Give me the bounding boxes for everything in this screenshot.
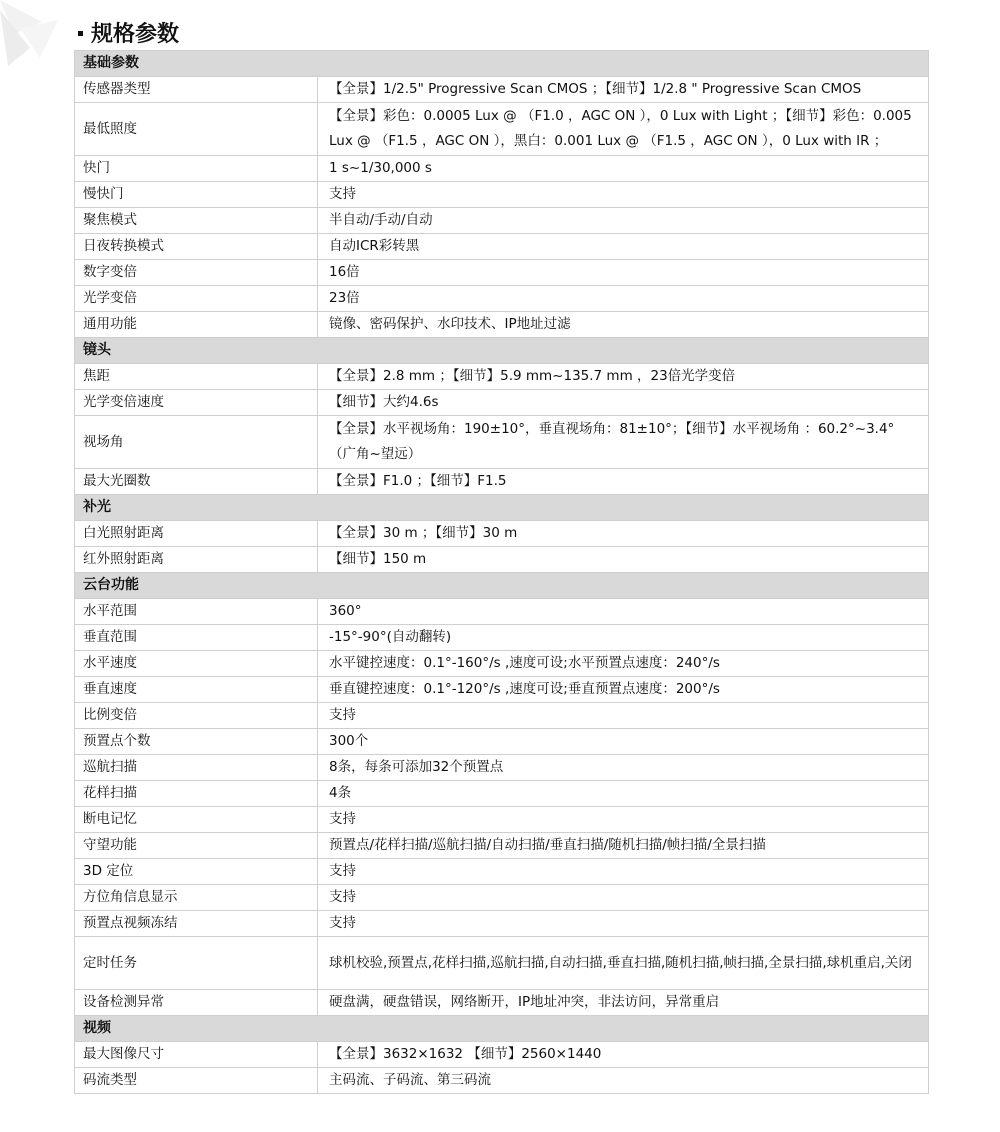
spec-label: 垂直速度 xyxy=(75,677,318,703)
spec-label: 红外照射距离 xyxy=(75,547,318,573)
spec-value: -15°-90°(自动翻转) xyxy=(318,625,929,651)
spec-label: 守望功能 xyxy=(75,833,318,859)
spec-value: 【全景】彩色：0.0005 Lux @ （F1.0 ，AGC ON ），0 Lux with Light ；【细节】彩色：0.005 Lux @ （F1.5 ，AGC ON ），黑白：0.001 Lux @ （F1.5 ，AGC ON ），0 Lux with IR ； xyxy=(318,103,929,156)
spec-label: 视场角 xyxy=(75,416,318,469)
spec-row xyxy=(75,703,929,729)
spec-label: 数字变倍 xyxy=(75,260,318,286)
spec-value: 300个 xyxy=(318,729,929,755)
spec-value: 【全景】F1.0 ；【细节】F1.5 xyxy=(318,469,929,495)
section-header: 补光 xyxy=(75,495,929,521)
spec-value: 支持 xyxy=(318,885,929,911)
spec-row xyxy=(75,234,929,260)
spec-value: 硬盘满，硬盘错误，网络断开，IP地址冲突，非法访问，异常重启 xyxy=(318,990,929,1016)
spec-label: 最大图像尺寸 xyxy=(75,1042,318,1068)
spec-value: 主码流、子码流、第三码流 xyxy=(318,1068,929,1094)
spec-row xyxy=(75,911,929,937)
spec-label: 方位角信息显示 xyxy=(75,885,318,911)
spec-row xyxy=(75,599,929,625)
spec-value: 16倍 xyxy=(318,260,929,286)
spec-value: 【细节】大约4.6s xyxy=(318,390,929,416)
spec-value: 支持 xyxy=(318,182,929,208)
section-header: 基础参数 xyxy=(75,51,929,77)
spec-label: 码流类型 xyxy=(75,1068,318,1094)
spec-row xyxy=(75,416,929,469)
spec-row xyxy=(75,885,929,911)
spec-value: 水平键控速度：0.1°-160°/s ,速度可设;水平预置点速度：240°/s xyxy=(318,651,929,677)
spec-row xyxy=(75,859,929,885)
spec-row xyxy=(75,729,929,755)
spec-value: 【细节】150 m xyxy=(318,547,929,573)
spec-label: 比例变倍 xyxy=(75,703,318,729)
spec-label: 预置点视频冻结 xyxy=(75,911,318,937)
spec-row xyxy=(75,260,929,286)
spec-label: 日夜转换模式 xyxy=(75,234,318,260)
spec-table xyxy=(74,50,929,1094)
spec-row xyxy=(75,103,929,156)
spec-value: 半自动/手动/自动 xyxy=(318,208,929,234)
spec-row xyxy=(75,547,929,573)
spec-label: 通用功能 xyxy=(75,312,318,338)
spec-value: 【全景】2.8 mm ；【细节】5.9 mm~135.7 mm ，23倍光学变倍 xyxy=(318,364,929,390)
spec-label: 定时任务 xyxy=(75,937,318,990)
spec-label: 焦距 xyxy=(75,364,318,390)
spec-row xyxy=(75,182,929,208)
spec-row xyxy=(75,286,929,312)
spec-value: 球机校验,预置点,花样扫描,巡航扫描,自动扫描,垂直扫描,随机扫描,帧扫描,全景扫描,球机重启,关闭 xyxy=(318,937,929,990)
spec-value: 支持 xyxy=(318,807,929,833)
spec-value: 自动ICR彩转黑 xyxy=(318,234,929,260)
spec-value: 8条，每条可添加32个预置点 xyxy=(318,755,929,781)
spec-row xyxy=(75,625,929,651)
spec-row xyxy=(75,990,929,1016)
spec-row xyxy=(75,755,929,781)
spec-row xyxy=(75,364,929,390)
section-header-row xyxy=(75,495,929,521)
spec-label: 快门 xyxy=(75,156,318,182)
title-bullet xyxy=(78,31,83,36)
spec-value: 4条 xyxy=(318,781,929,807)
spec-label: 聚焦模式 xyxy=(75,208,318,234)
spec-row xyxy=(75,677,929,703)
spec-row xyxy=(75,208,929,234)
spec-value: 【全景】水平视场角：190±10°，垂直视场角：81±10°；【细节】水平视场角 ：60.2°~3.4°（广角~望远） xyxy=(318,416,929,469)
spec-label: 光学变倍速度 xyxy=(75,390,318,416)
spec-label: 花样扫描 xyxy=(75,781,318,807)
spec-label: 最低照度 xyxy=(75,103,318,156)
spec-row xyxy=(75,651,929,677)
spec-label: 3D 定位 xyxy=(75,859,318,885)
corner-decoration xyxy=(0,0,70,80)
spec-value: 预置点/花样扫描/巡航扫描/自动扫描/垂直扫描/随机扫描/帧扫描/全景扫描 xyxy=(318,833,929,859)
spec-row xyxy=(75,1042,929,1068)
spec-label: 设备检测异常 xyxy=(75,990,318,1016)
spec-label: 传感器类型 xyxy=(75,77,318,103)
spec-value: 1 s~1/30,000 s xyxy=(318,156,929,182)
spec-row xyxy=(75,156,929,182)
spec-label: 慢快门 xyxy=(75,182,318,208)
spec-row xyxy=(75,807,929,833)
page-title-text: 规格参数 xyxy=(91,22,180,47)
section-header: 云台功能 xyxy=(75,573,929,599)
spec-row xyxy=(75,521,929,547)
spec-row xyxy=(75,469,929,495)
spec-label: 断电记忆 xyxy=(75,807,318,833)
spec-value: 支持 xyxy=(318,911,929,937)
spec-value: 【全景】3632×1632 【细节】2560×1440 xyxy=(318,1042,929,1068)
spec-label: 光学变倍 xyxy=(75,286,318,312)
spec-value: 垂直键控速度：0.1°-120°/s ,速度可设;垂直预置点速度：200°/s xyxy=(318,677,929,703)
spec-label: 白光照射距离 xyxy=(75,521,318,547)
spec-value: 镜像、密码保护、水印技术、IP地址过滤 xyxy=(318,312,929,338)
spec-label: 预置点个数 xyxy=(75,729,318,755)
spec-value: 支持 xyxy=(318,859,929,885)
spec-row xyxy=(75,833,929,859)
spec-label: 垂直范围 xyxy=(75,625,318,651)
spec-row xyxy=(75,390,929,416)
spec-label: 水平速度 xyxy=(75,651,318,677)
spec-value: 支持 xyxy=(318,703,929,729)
spec-row xyxy=(75,312,929,338)
spec-value: 【全景】1/2.5" Progressive Scan CMOS ；【细节】1/2.8 " Progressive Scan CMOS xyxy=(318,77,929,103)
spec-value: 【全景】30 m ；【细节】30 m xyxy=(318,521,929,547)
section-header: 镜头 xyxy=(75,338,929,364)
spec-label: 巡航扫描 xyxy=(75,755,318,781)
spec-row xyxy=(75,937,929,990)
section-header-row xyxy=(75,338,929,364)
spec-row xyxy=(75,77,929,103)
spec-label: 最大光圈数 xyxy=(75,469,318,495)
spec-label: 水平范围 xyxy=(75,599,318,625)
spec-row xyxy=(75,1068,929,1094)
section-header-row xyxy=(75,1016,929,1042)
section-header-row xyxy=(75,51,929,77)
section-header-row xyxy=(75,573,929,599)
section-header: 视频 xyxy=(75,1016,929,1042)
spec-row xyxy=(75,781,929,807)
spec-value: 360° xyxy=(318,599,929,625)
spec-value: 23倍 xyxy=(318,286,929,312)
page-title xyxy=(78,20,179,50)
